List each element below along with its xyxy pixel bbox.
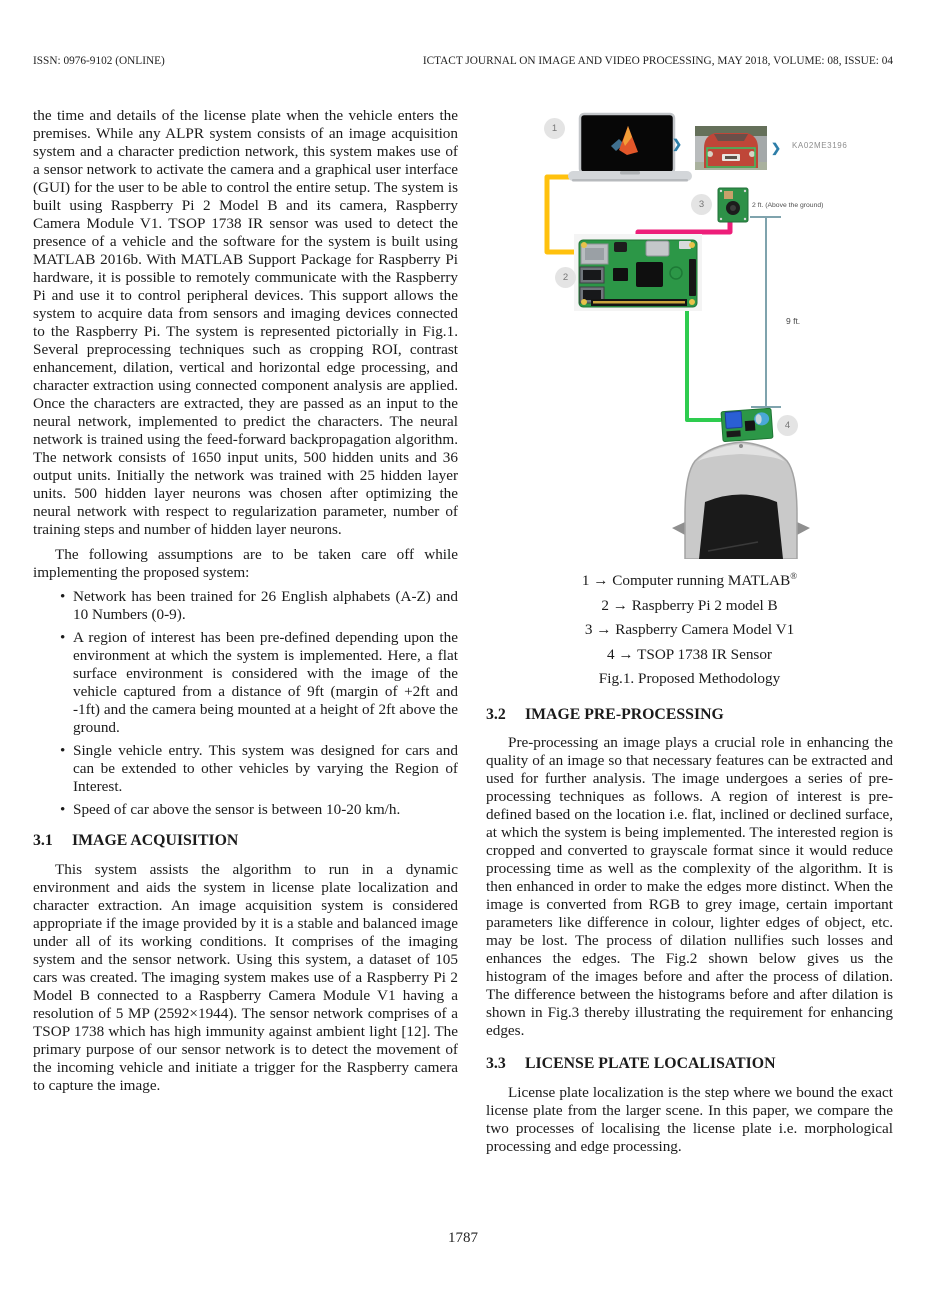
assumptions-list bbox=[33, 588, 458, 819]
body-paragraph: This system assists the algorithm to run in a dynamic environment and aids the system in license plate localization and character extraction. An image acquisition system is considered appropriate if the image provided by it is a stable and balanced image under all of its working conditions. It comprises of the imaging system and the sensor network. Using this system, a dataset of 105 cars was created. The imaging system makes use of a Raspberry Pi 2 Model B connected to a Raspberry Camera Module V1 having a resolution of 5 MP (2592×1944). The sensor network comprises of a TSOP 1738 which has high immunity against ambient light [12]. The primary purpose of our sensor network is to detect the movement of the incoming vehicle and initiate a trigger for the Raspberry camera to capture the image. bbox=[33, 861, 458, 1094]
registered-mark: ® bbox=[790, 571, 798, 581]
page-number: 1787 bbox=[448, 1230, 478, 1246]
section-heading-3-2 bbox=[486, 706, 893, 724]
journal-title: ICTACT JOURNAL ON IMAGE AND VIDEO PROCESSING, MAY 2018, VOLUME: 08, ISSUE: 04 bbox=[422, 55, 893, 67]
bullet-icon: • bbox=[60, 801, 66, 818]
right-column bbox=[486, 107, 893, 1156]
section-title: LICENSE PLATE LOCALISATION bbox=[525, 1055, 776, 1073]
issn-label: ISSN: 0976-9102 (ONLINE) bbox=[33, 55, 165, 67]
legend-item-text: 4 → TSOP 1738 IR Sensor bbox=[607, 645, 772, 663]
dimension-line-9ft bbox=[750, 217, 781, 407]
figure-1-diagram bbox=[486, 110, 893, 559]
camera-module-illustration bbox=[718, 188, 748, 222]
legend-item bbox=[486, 643, 893, 668]
legend-item-text: 3 → Raspberry Camera Model V1 bbox=[584, 621, 795, 639]
figure-legend bbox=[486, 564, 893, 667]
left-column bbox=[33, 107, 458, 1095]
section-title: IMAGE ACQUISITION bbox=[72, 832, 239, 849]
list-item-text: Network has been trained for 26 English alphabets (A-Z) and 10 Numbers (0-9). bbox=[73, 588, 458, 623]
recognized-plate-label: KA02ME3196 bbox=[792, 141, 848, 150]
list-item bbox=[33, 742, 458, 796]
section-number: 3.3 bbox=[486, 1055, 506, 1073]
list-item-text: Single vehicle entry. This system was designed for cars and can be extended to other vehicles by varying the Region of Interest. bbox=[73, 742, 458, 795]
page-header bbox=[33, 55, 893, 67]
figure-step-badge-2: 2 bbox=[555, 267, 576, 288]
section-number: 3.2 bbox=[486, 706, 506, 724]
list-item-text: A region of interest has been pre-defined depending upon the environment at which the system is implemented. Here, a flat surface environment is considered with the image of the vehicle captured from a distance of 9ft (margin of +2ft and -1ft) and the camera being mounted at a height of 2ft above the ground. bbox=[73, 629, 458, 736]
section-number: 3.1 bbox=[33, 832, 53, 849]
bullet-icon: • bbox=[60, 742, 66, 759]
bullet-icon: • bbox=[60, 629, 66, 646]
figure-step-badge-4: 4 bbox=[777, 415, 798, 436]
camera-height-label: 2 ft. (Above the ground) bbox=[752, 202, 824, 209]
legend-item bbox=[486, 564, 893, 594]
legend-item bbox=[486, 618, 893, 643]
body-paragraph: Pre-processing an image plays a crucial role in enhancing the quality of an image so that necessary features can be extracted and used for further analysis. The image undergoes a series of pre-processing techniques as follows. A region of interest is pre-defined based on the location i.e. flat, inclined or declined surface, at which the system is being implemented. The interested region is cropped and converted to grayscale format since it would reduce processing time as well as the complexity of the algorithm. It is then enhanced in order to make the edges more distinct. When the image is converted from RGB to grey image, certain important parameters like difference in colour, lighter edges of object, etc. may be lost. The process of dilation nullifies such losses and enhances the edges. The Fig.2 shown below gives us the histogram of the images before and after the process of dilation. The difference between the histograms before and after dilation is shown in Fig.3 thereby illustrating the requirement for enhancing edges. bbox=[486, 734, 893, 1040]
body-paragraph: the time and details of the license plate when the vehicle enters the premises. While any ALPR system consists of an image acquisition system and a character prediction network, this system makes use of a sensor network to activate the camera and a graphical user interface (GUI) for the user to be able to control the entire setup. The system is built using Raspberry Pi 2 Model B and its camera, Raspberry Camera Module V1. TSOP 1738 IR sensor was used to detect the presence of a vehicle and the software for the system is built using MATLAB 2016b. With MATLAB Support Package for Raspberry Pi hardware, it is possible to remotely communicate with the Raspberry Pi and use it to control peripheral devices. This support allows the system to acquire data from sensors and imaging devices connected to the Raspberry Pi. The system is represented pictorially in Fig.1. Several preprocessing techniques such as cropping ROI, contrast enhancement, dilation, vertical and horizontal edge processing, and character extraction using connected component analysis are applied. Once the characters are extracted, they are passed as an input to the neural network, implemented to predict the characters. The neural network is trained using the feed-forward backpropagation algorithm. The network consists of 1650 input units, 500 hidden units and 36 output units. Initially the network was trained with 25 hidden layer units. 500 hidden layer neurons was chosen after optimizing the neural network with respect to regularization parameter, number of training steps and number of hidden layer neurons. bbox=[33, 107, 458, 538]
ir-sensor-illustration bbox=[721, 408, 773, 441]
list-item bbox=[33, 801, 458, 819]
arrow-right-icon: ❯ bbox=[771, 141, 782, 155]
capture-distance-label: 9 ft. bbox=[786, 316, 801, 326]
figure-1-artwork bbox=[486, 110, 893, 559]
list-item bbox=[33, 588, 458, 624]
list-item-text: Speed of car above the sensor is between 10-20 km/h. bbox=[73, 801, 401, 818]
legend-item-text: 1 → Computer running MATLAB bbox=[581, 572, 791, 590]
car-top-view-illustration bbox=[672, 442, 810, 559]
section-heading-3-3 bbox=[486, 1055, 893, 1073]
figure-caption: Fig.1. Proposed Methodology bbox=[598, 670, 781, 688]
figure-step-badge-3: 3 bbox=[691, 194, 712, 215]
assumptions-intro-paragraph: The following assumptions are to be taken care off while implementing the proposed system: bbox=[33, 546, 458, 581]
section-heading-3-1 bbox=[33, 832, 458, 850]
figure-step-badge-1: 1 bbox=[544, 118, 565, 139]
section-title: IMAGE PRE-PROCESSING bbox=[525, 706, 724, 724]
raspberry-pi-illustration bbox=[574, 234, 702, 311]
body-paragraph: License plate localization is the step where we bound the exact license plate from the larger scene. In this paper, we compare the two processes of localising the license plate i.e. morphological processing and edge processing. bbox=[486, 1084, 893, 1156]
list-item bbox=[33, 629, 458, 737]
legend-item-text: 2 → Raspberry Pi 2 model B bbox=[601, 596, 778, 614]
sensor-cable-green bbox=[687, 304, 720, 420]
car-photo bbox=[695, 126, 767, 170]
bullet-icon: • bbox=[60, 588, 66, 605]
arrow-right-icon: ❯ bbox=[672, 137, 683, 151]
legend-item bbox=[486, 594, 893, 619]
